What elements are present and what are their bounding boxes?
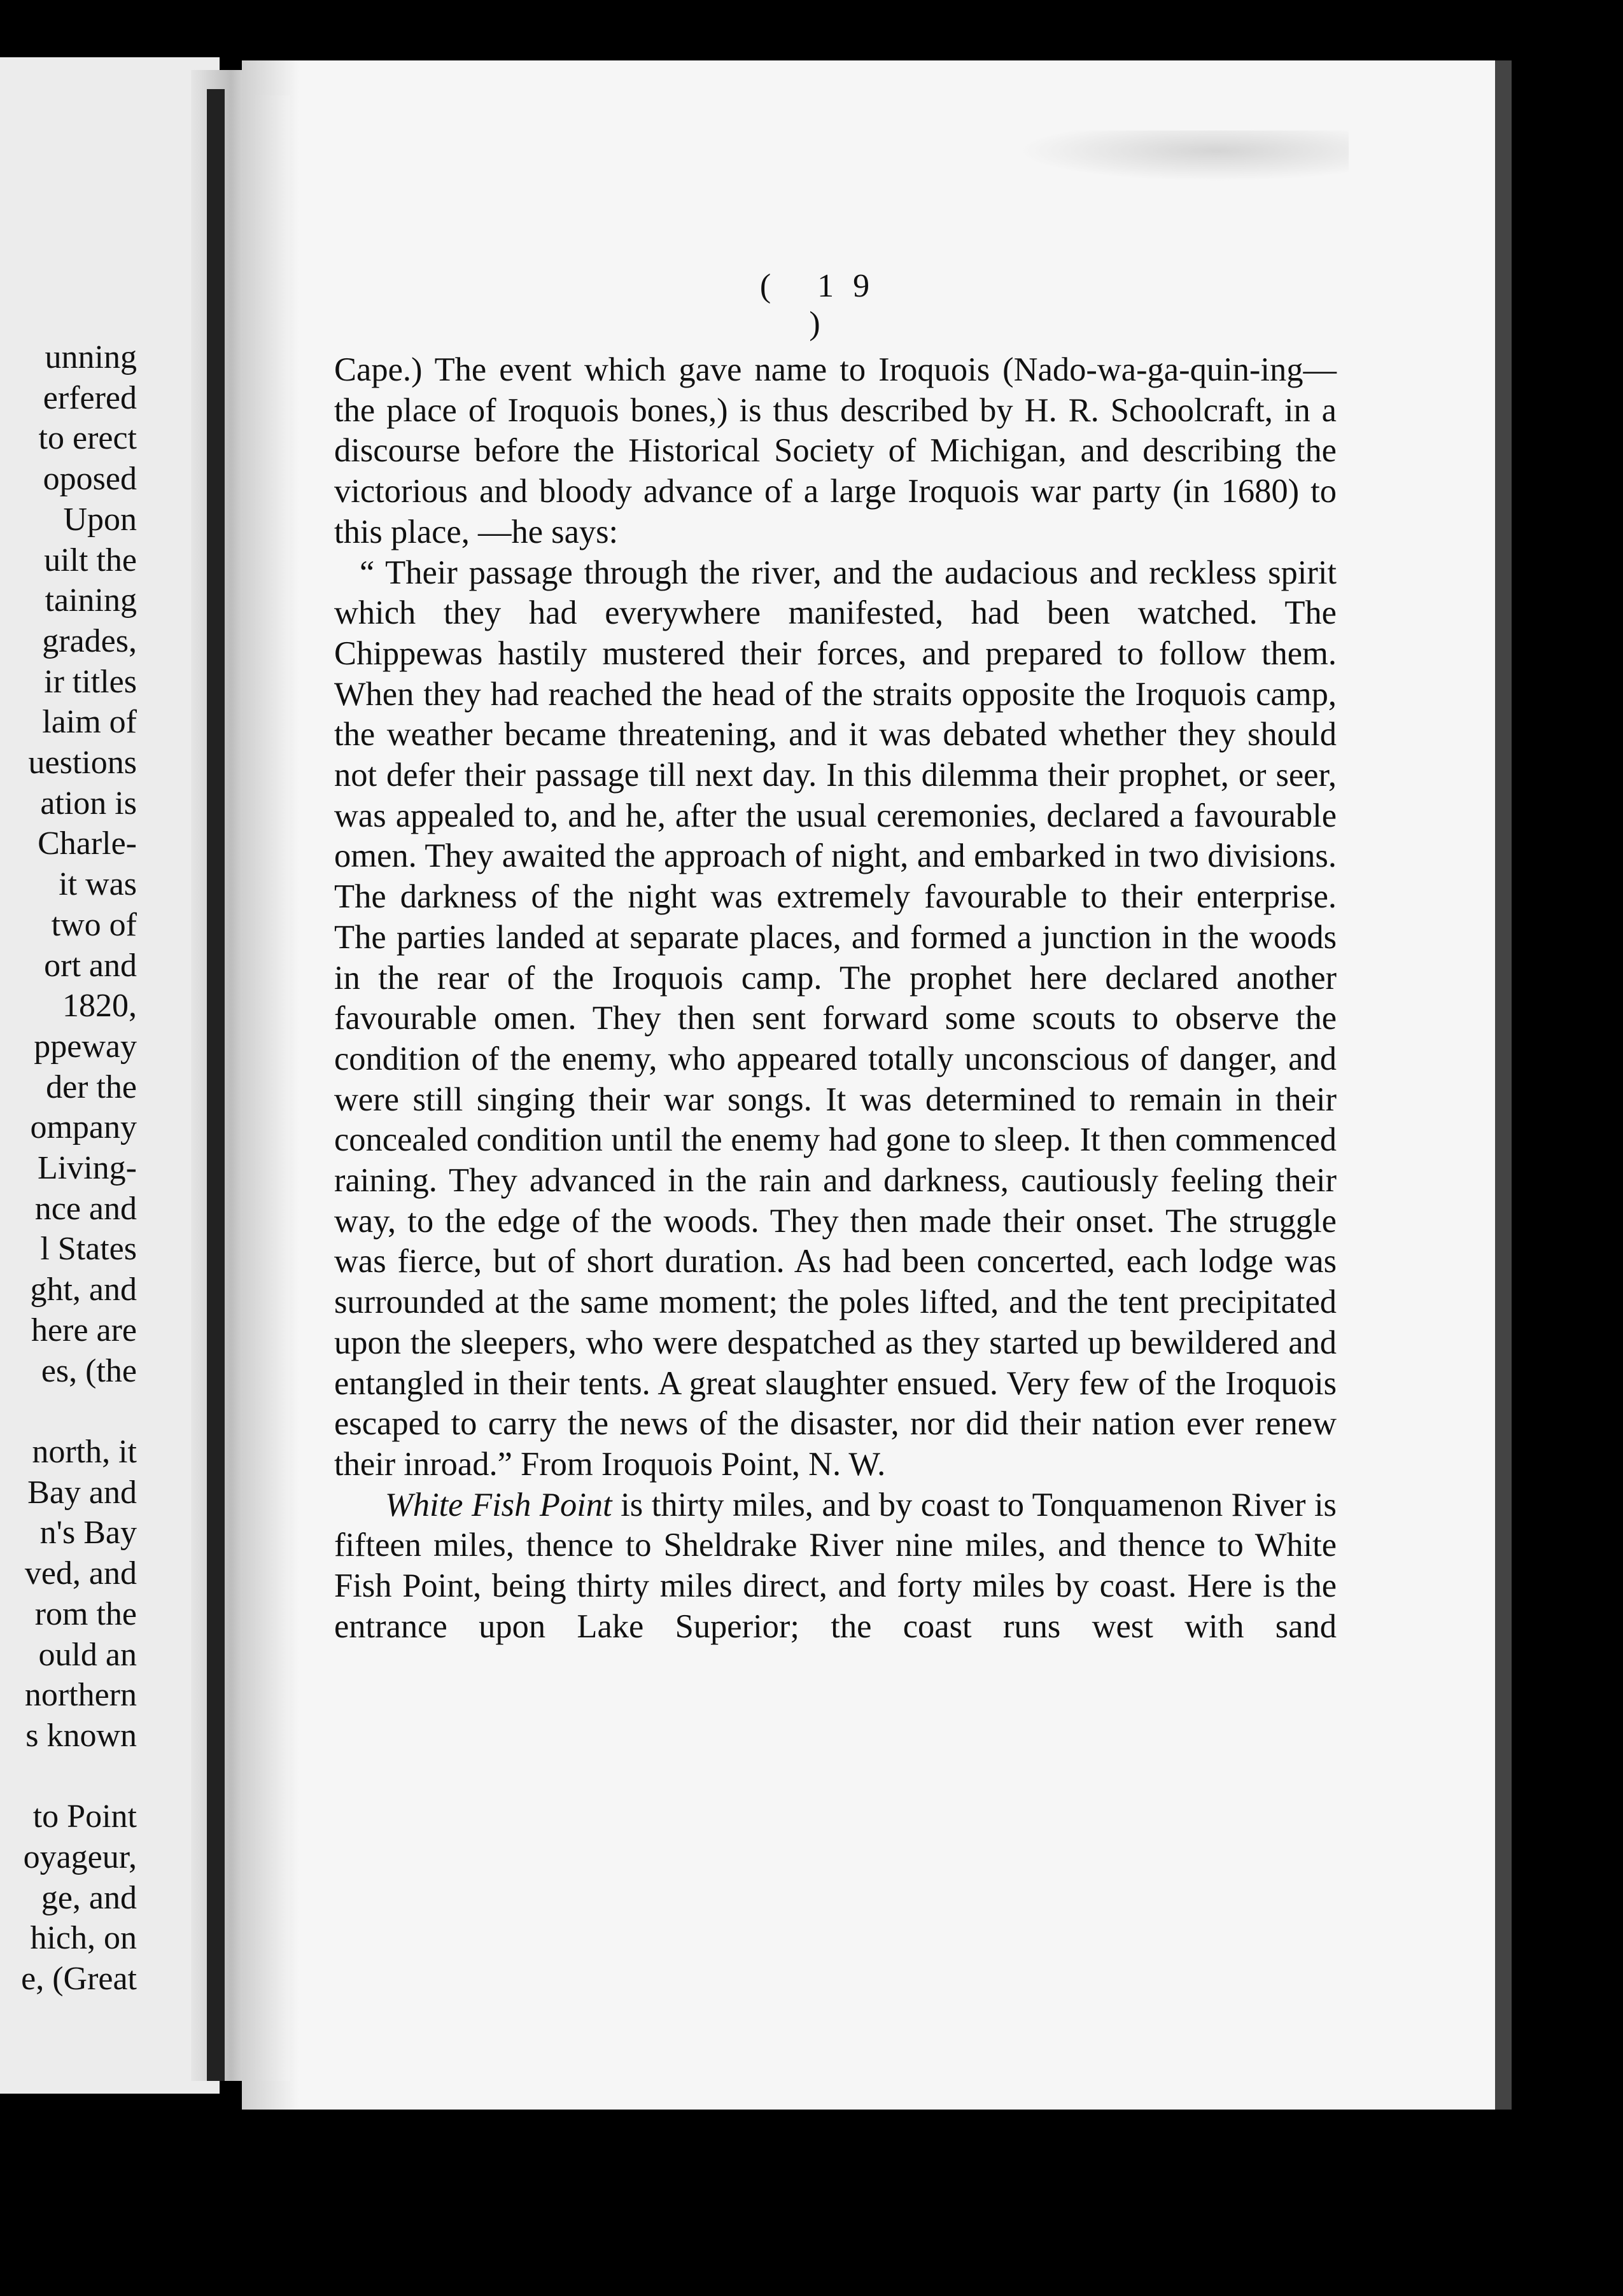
previous-page-line: taining xyxy=(45,582,137,619)
previous-page-line: unning xyxy=(45,339,137,375)
previous-page-line: ation is xyxy=(40,785,137,822)
previous-page-line: ompany xyxy=(30,1109,137,1146)
previous-page-line: two of xyxy=(51,906,137,943)
previous-page-line: Bay and xyxy=(27,1474,137,1511)
previous-page-line: laim of xyxy=(42,704,137,741)
previous-page-line: uilt the xyxy=(44,542,137,578)
previous-page-line: es, (the xyxy=(41,1352,137,1389)
previous-page-line xyxy=(0,1756,137,1797)
previous-page-line: n's Bay xyxy=(39,1515,137,1551)
page-number: ( 19 ) xyxy=(759,268,889,342)
previous-page-line: Charle- xyxy=(38,825,137,862)
previous-page-line: nce and xyxy=(34,1190,137,1227)
previous-page-line: ort and xyxy=(44,947,137,984)
previous-page-line: e, (Great xyxy=(21,1961,137,1998)
previous-page-line: grades, xyxy=(42,622,137,659)
previous-page-line: s known xyxy=(25,1717,137,1754)
previous-page-line: oposed xyxy=(43,461,137,498)
previous-page-line: to Point xyxy=(32,1798,137,1835)
previous-page-line: uestions xyxy=(28,745,137,781)
book-spine-edge xyxy=(207,89,225,2081)
previous-page-line: Living- xyxy=(38,1150,137,1187)
previous-page-line: erfered xyxy=(43,379,137,416)
previous-page-line: hich, on xyxy=(30,1920,137,1957)
previous-page-line: northern xyxy=(24,1677,137,1714)
previous-page-line: ge, and xyxy=(41,1879,137,1916)
previous-page-line: oyageur, xyxy=(23,1839,137,1876)
paragraph-intro: Cape.) The event which gave name to Iroquois (Nado-wa-ga-quin-ing—the place of Iroquois bones,) is thus described by H. R. Schoolcraft, in a discourse before the Historical Society of Michigan, and describing the victorious and bloody advance of a large Iroquois war party (in 1680) to this place, —he says: xyxy=(334,351,1337,550)
page-smudge xyxy=(1018,130,1349,181)
previous-page-line: ppeway xyxy=(34,1028,137,1065)
previous-page-fragment xyxy=(0,57,220,2094)
paragraph-white-fish-point-text: is thirty miles, and by coast to Tonquamenon River is fifteen miles, thence to Sheldrake River nine miles, and thence to White Fish Point, being thirty miles direct, and forty miles by coast. Here is the entrance upon Lake Superior; the coast runs west with sand xyxy=(334,1486,1337,1645)
paragraph-white-fish-point xyxy=(334,1485,1337,1648)
previous-page-line: it was xyxy=(59,866,137,903)
previous-page-line: l States xyxy=(40,1231,137,1268)
previous-page-line: ir titles xyxy=(44,663,137,700)
previous-page-line: north, it xyxy=(32,1433,137,1470)
paragraph-quotation: “ Their passage through the river, and the audacious and reckless spirit which they had everywhere manifested, had been watched. The Chippewas hastily mustered their forces, and prepared to follow them. When they had reached the head of the straits opposite the Iroquois camp, the weather became threatening, and it was debated whether they should not defer their passage till next day. In this dilemma their prophet, or seer, was appealed to, and he, after the usual ceremonies, declared a favourable omen. They awaited the approach of night, and embarked in two divisions. The darkness of the night was extremely favourable to their enterprise. The parties landed at separate places, and formed a junction in the woods in the rear of the Iroquois camp. The prophet here declared another favourable omen. They then sent forward some scouts to observe the condition of the enemy, who appeared totally unconscious of danger, and were still singing their war songs. It was determined to remain in their concealed condition until the enemy had gone to sleep. It then commenced raining. They advanced in the rain and darkness, cautiously feeling their way, to the edge of the woods. They then made their onset. The struggle was fierce, but of short duration. As had been concerted, each lodge was surrounded at the same moment; the poles lifted, and the tent precipitated upon the sleepers, who were despatched as they started up bewildered and entangled in their tents. A great slaughter ensued. Very few of the Iroquois escaped to carry the news of the disaster, nor did their nation ever renew their inroad.” From Iroquois Point, N. W. xyxy=(334,554,1337,1483)
previous-page-line: Upon xyxy=(63,501,137,538)
previous-page-line xyxy=(0,1391,137,1432)
previous-page-line: 1820, xyxy=(62,988,137,1025)
previous-page-text xyxy=(0,337,137,1999)
previous-page-line: to erect xyxy=(38,420,137,457)
previous-page-line: rom the xyxy=(34,1595,137,1632)
page-fold-shadow xyxy=(255,95,290,2081)
previous-page-line: der the xyxy=(46,1068,137,1105)
previous-page-line: here are xyxy=(31,1312,137,1348)
page-body xyxy=(334,350,1337,1648)
previous-page-line: ved, and xyxy=(24,1555,137,1592)
previous-page-line: ght, and xyxy=(30,1271,137,1308)
place-name-white-fish-point: White Fish Point xyxy=(385,1486,612,1523)
previous-page-line: ould an xyxy=(38,1636,137,1673)
